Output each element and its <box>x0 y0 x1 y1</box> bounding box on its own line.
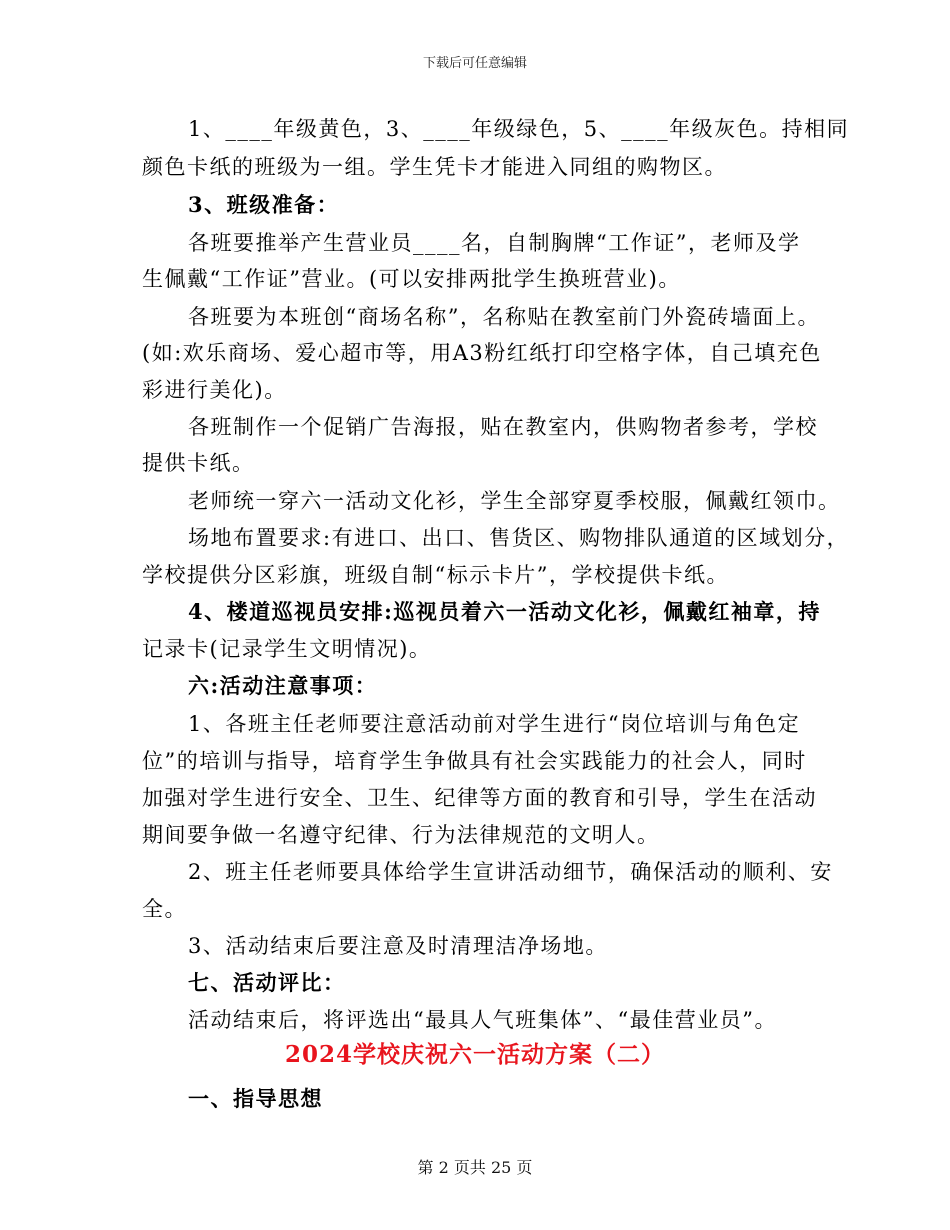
body-line: 3、班级准备： <box>188 192 340 217</box>
body-line: 全。 <box>142 897 187 921</box>
body-line: 3、活动结束后要注意及时清理洁净场地。 <box>188 934 608 958</box>
body-line: 1、____年级黄色，3、____年级绿色，5、____年级灰色。持相同 <box>188 117 850 141</box>
body-line: 彩进行美化)。 <box>142 378 287 402</box>
body-line: 各班要为本班创“商场名称”，名称贴在教室前门外瓷砖墙面上。 <box>188 305 820 329</box>
document-title: 2024学校庆祝六一活动方案（二） <box>284 1041 665 1068</box>
section-heading: 六:活动注意事项： <box>188 673 378 698</box>
body-line: 颜色卡纸的班级为一组。学生凭卡才能进入同组的购物区。 <box>142 155 727 179</box>
body-line: 生佩戴“工作证”营业。(可以安排两批学生换班营业)。 <box>142 267 681 291</box>
body-line: 期间要争做一名遵守纪律、行为法律规范的文明人。 <box>142 823 660 847</box>
section-heading: 七、活动评比： <box>188 970 346 995</box>
body-line: 老师统一穿六一活动文化衫，学生全部穿夏季校服，佩戴红领巾。 <box>188 489 841 513</box>
body-line: 各班要推举产生营业员____名，自制胸牌“工作证”，老师及学 <box>188 231 801 255</box>
body-line: 活动结束后，将评选出“最具人气班集体”、“最佳营业员”。 <box>188 1008 777 1032</box>
page-header: 下载后可任意编辑 <box>422 56 527 71</box>
page-footer: 第 2 页共 25 页 <box>417 1158 533 1177</box>
body-line: 场地布置要求:有进口、出口、售货区、购物排队通道的区域划分， <box>188 526 850 550</box>
body-line: 记录卡(记录学生文明情况)。 <box>142 637 432 661</box>
body-line: (如:欢乐商场、爱心超市等，用A3粉红纸打印空格字体，自己填充色 <box>142 341 822 365</box>
body-line: 4、楼道巡视员安排:巡视员着六一活动文化衫，佩戴红袖章，持 <box>188 599 821 624</box>
body-line: 加强对学生进行安全、卫生、纪律等方面的教育和引导，学生在活动 <box>142 786 817 810</box>
body-line: 2、班主任老师要具体给学生宣讲活动细节，确保活动的顺利、安 <box>188 860 833 884</box>
body-line: 提供卡纸。 <box>142 451 255 475</box>
body-line: 位”的培训与指导，培育学生争做具有社会实践能力的社会人，同时 <box>142 749 807 773</box>
body-line: 学校提供分区彩旗，班级自制“标示卡片”，学校提供卡纸。 <box>142 563 729 587</box>
body-line: 各班制作一个促销广告海报，贴在教室内，供购物者参考，学校 <box>188 415 818 439</box>
section-heading: 一、指导思想 <box>188 1086 323 1111</box>
body-line: 1、各班主任老师要注意活动前对学生进行“岗位培训与角色定 <box>188 712 801 736</box>
